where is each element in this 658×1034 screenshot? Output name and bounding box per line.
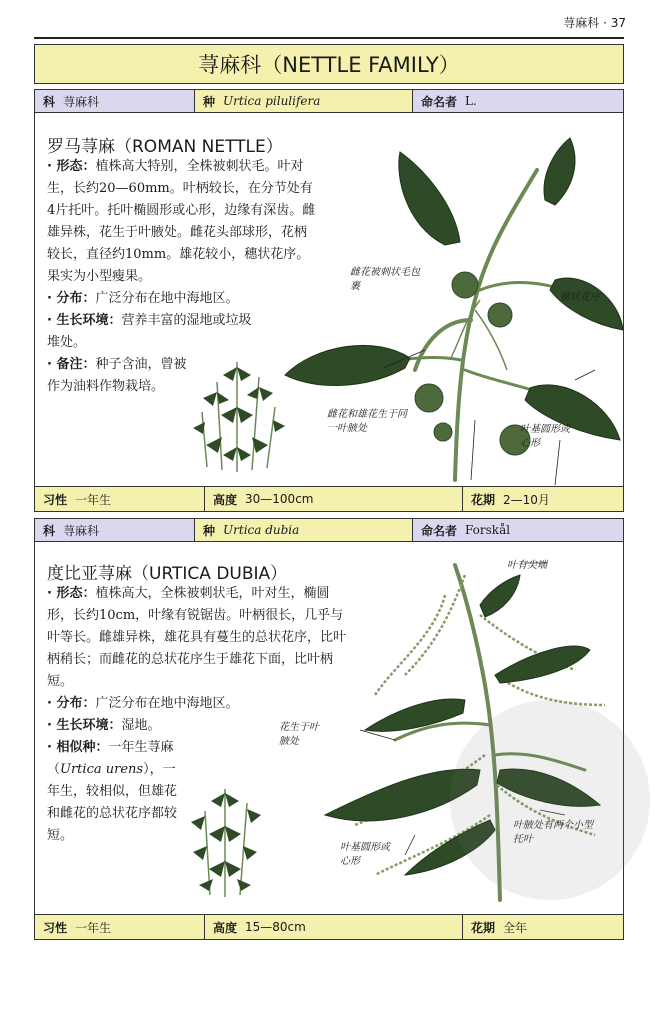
callout-leaf-base: 叶基圆形或心形: [340, 842, 390, 867]
callout-leaf-base: 叶基圆形或心形: [520, 424, 570, 449]
height-label: 高度: [213, 492, 238, 507]
callout-female-flower: 雌花被刺状毛包裹: [350, 267, 420, 292]
classification-bar: [35, 90, 623, 113]
attributes-bar: [35, 486, 623, 511]
family-value: 荨麻科: [63, 523, 100, 538]
habitat-text: · 生长环境：湿地。: [47, 718, 161, 733]
species-label: 种: [203, 94, 216, 109]
habit-label: 习性: [43, 492, 68, 507]
top-rule: [34, 37, 624, 39]
family-label: 科: [43, 523, 56, 538]
author-cell: [413, 519, 623, 541]
species-cell: [195, 90, 413, 112]
callout-same-axil: 雌花和雄花生于同一叶腋处: [327, 409, 407, 434]
callout-spike: 穗状花序: [560, 292, 600, 303]
species-value: Urtica pilulifera: [223, 94, 321, 108]
family-banner: 荨麻科（NETTLE FAMILY）: [34, 44, 624, 84]
height-value: 15—80cm: [245, 920, 306, 934]
height-label: 高度: [213, 920, 238, 935]
habit-value: 一年生: [75, 920, 112, 935]
family-value: 荨麻科: [63, 94, 100, 109]
height-value: 30—100cm: [245, 492, 314, 506]
height-cell: [205, 915, 463, 939]
species-card-roman-nettle: [34, 89, 624, 512]
habit-cell: [35, 487, 205, 511]
author-value: L.: [465, 94, 477, 108]
distribution-text: · 分布：广泛分布在地中海地区。: [47, 291, 239, 306]
habit-label: 习性: [43, 920, 68, 935]
habit-cell: [35, 915, 205, 939]
family-cell: [35, 519, 195, 541]
callout-leaf-tip: 叶有尖端: [507, 560, 547, 571]
habit-thumbnail: [187, 352, 287, 474]
flowering-value: 全年: [503, 920, 528, 935]
distribution-text: · 分布：广泛分布在地中海地区。: [47, 696, 239, 711]
author-label: 命名者: [421, 523, 458, 538]
family-label: 科: [43, 94, 56, 109]
flowering-label: 花期: [471, 920, 496, 935]
family-cell: [35, 90, 195, 112]
flowering-cell: [463, 487, 623, 511]
attributes-bar: [35, 914, 623, 939]
species-cell: [195, 519, 413, 541]
similar-species-text: · 相似种：一年生荨麻（Urtica urens），一年生，较相似，但雄花和雌花的总状花序都较短。: [47, 740, 178, 843]
habit-thumbnail: [185, 781, 265, 899]
classification-bar: [35, 519, 623, 542]
flowering-value: 2—10月: [503, 492, 550, 507]
habit-value: 一年生: [75, 492, 112, 507]
morphology-text: · 形态：植株高大特别，全株被刺状毛。叶对生，长约20—60mm。叶柄较长，在分节处有4片托叶。托叶椭圆形或心形，边缘有深齿。雌雄异株，花生于叶腋处。雌花头部球形，花柄较长，直径约10mm。雄花较小，穗状花序。果实为小型瘦果。: [47, 159, 316, 284]
habitat-text: · 生长环境：营养丰富的湿地或垃圾堆处。: [47, 313, 252, 350]
callout-axillary-flowers: 花生于叶腋处: [279, 722, 319, 747]
author-label: 命名者: [421, 94, 458, 109]
species-title: 罗马荨麻（ROMAN NETTLE）: [47, 137, 283, 157]
author-value: Forskål: [465, 523, 511, 537]
species-value: Urtica dubia: [223, 523, 300, 537]
flowering-cell: [463, 915, 623, 939]
watermark-seal: [450, 700, 650, 900]
species-label: 种: [203, 523, 216, 538]
callout-stipules: 叶腋处有两个小型托叶: [513, 820, 593, 845]
height-cell: [205, 487, 463, 511]
morphology-text: · 形态：植株高大，全株被刺状毛，叶对生，椭圆形，长约10cm，叶缘有锐锯齿。叶柄很长，几乎与叶等长。雌雄异株，雄花具有蔓生的总状花序，比叶柄稍长；而雌花的总状花序生于雄花下面，比叶柄短。: [47, 586, 347, 689]
author-cell: [413, 90, 623, 112]
flowering-label: 花期: [471, 492, 496, 507]
species-title: 度比亚荨麻（URTICA DUBIA）: [47, 564, 288, 584]
plant-illustration: [275, 130, 623, 490]
running-header: 荨麻科 · 37: [563, 16, 626, 30]
note-text: · 备注：种子含油，曾被作为油料作物栽培。: [47, 357, 187, 394]
